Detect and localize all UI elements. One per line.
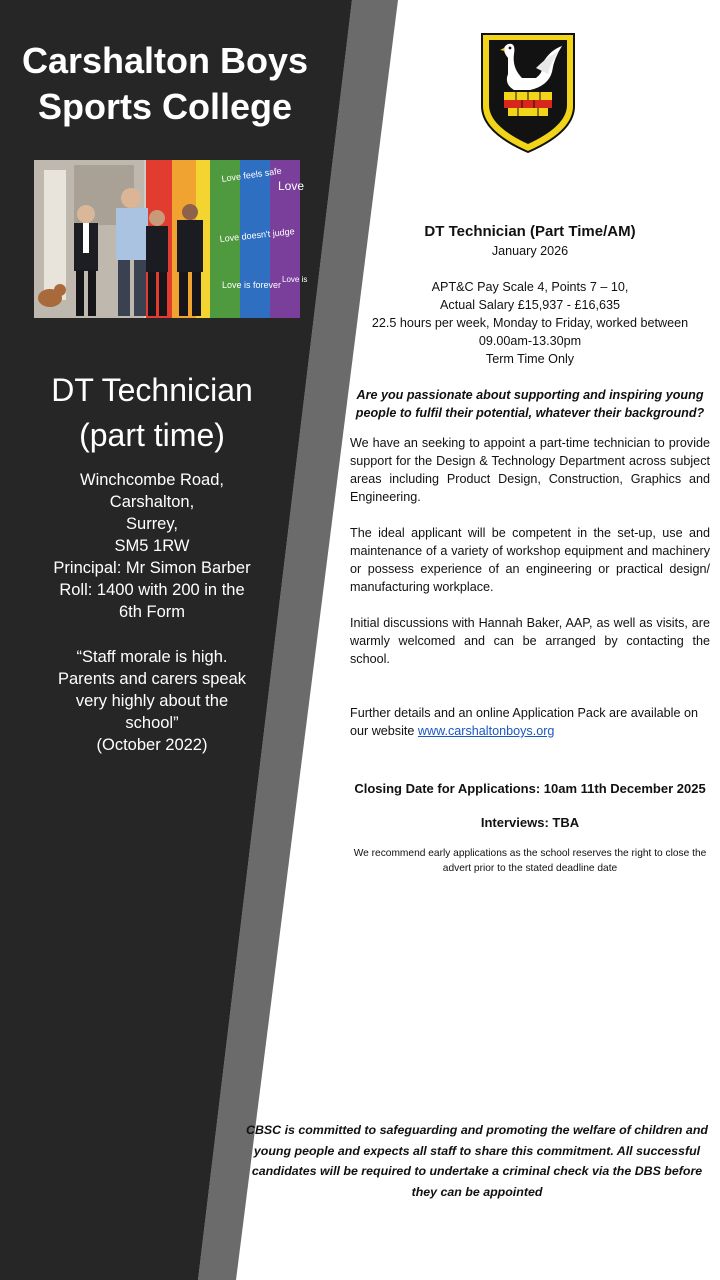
safeguarding-statement: CBSC is committed to safeguarding and promoting the welfare of children and young people and expects all staff to share this commitment. All successful candidates will be required to undertake a criminal check via the DBS before they can be appointed	[246, 1123, 708, 1199]
website-link[interactable]: www.carshaltonboys.org	[417, 724, 555, 738]
hours-line: 22.5 hours per week, Monday to Friday, worked between	[371, 316, 689, 330]
job-advert	[350, 222, 710, 876]
address-line: Surrey,	[126, 515, 178, 533]
advert-date: January 2026	[491, 244, 569, 258]
school-name-line-1: Carshalton Boys	[21, 40, 309, 81]
brick-wall	[504, 92, 552, 116]
quote-line: very highly about the	[75, 692, 229, 710]
times-line: 09.00am-13.30pm	[478, 334, 582, 348]
school-name-line-2: Sports College	[37, 86, 293, 127]
further-details	[350, 704, 710, 740]
principal-line: Principal: Mr Simon Barber	[53, 559, 251, 577]
job-heading-line-2: (part time)	[79, 417, 225, 453]
wall-phrase-3: Love doesn't judge	[219, 226, 296, 244]
advert-paragraph: We have an seeking to appoint a part-time technician to provide support for the Design & Technology Department across subject areas including Product Design, Construction, Graphics and Engineering.	[350, 436, 710, 504]
term-line: Term Time Only	[485, 352, 575, 366]
advert-question: Are you passionate about supporting and inspiring young people to fulfil their potential, whatever their background?	[355, 388, 705, 420]
left-job-heading	[12, 368, 292, 458]
salary-line: Actual Salary £15,937 - £16,635	[440, 298, 620, 312]
interviews-info: Interviews: TBA	[480, 815, 580, 830]
advert-paragraph: The ideal applicant will be competent in the set-up, use and maintenance of a variety of workshop equipment and machinery or possess experience of an engineering or practical design/ manufacturing workplace.	[350, 526, 710, 594]
school-address	[12, 469, 292, 623]
address-line: Carshalton,	[109, 493, 195, 511]
ofsted-quote	[12, 646, 292, 756]
address-line: SM5 1RW	[114, 537, 190, 555]
wall-phrase-1: Love feels safe	[220, 165, 283, 184]
quote-line: “Staff morale is high.	[76, 648, 228, 666]
roll-line: Roll: 1400 with 200 in the	[59, 581, 245, 599]
recommendation-note: We recommend early applications as the school reserves the right to close the advert prior to the stated deadline date	[353, 848, 707, 874]
quote-line: school”	[125, 714, 179, 732]
address-line: Winchcombe Road,	[80, 471, 224, 489]
wall-phrase-2: Love	[278, 179, 305, 193]
roll-line: 6th Form	[118, 603, 186, 621]
quote-date: (October 2022)	[96, 736, 208, 754]
wall-phrase-5: Love is	[282, 275, 308, 284]
pay-scale-line: APT&C Pay Scale 4, Points 7 – 10,	[431, 280, 629, 294]
school-name	[10, 38, 320, 130]
advert-title: DT Technician (Part Time/AM)	[424, 223, 636, 240]
pay-details	[350, 278, 710, 368]
job-heading-line-1: DT Technician	[51, 372, 253, 408]
quote-line: Parents and carers speak	[57, 670, 247, 688]
wall-phrase-4: Love is forever	[222, 280, 282, 290]
shield-swan-crest-icon	[478, 28, 578, 156]
further-details-text: Further details and an online Application Pack are available on our website	[350, 706, 698, 738]
advert-paragraph: Initial discussions with Hannah Baker, AAP, as well as visits, are warmly welcomed and can be arranged by contacting the school.	[350, 616, 710, 666]
hero-photo	[34, 160, 308, 318]
closing-date: Closing Date for Applications: 10am 11th December 2025	[354, 781, 706, 796]
